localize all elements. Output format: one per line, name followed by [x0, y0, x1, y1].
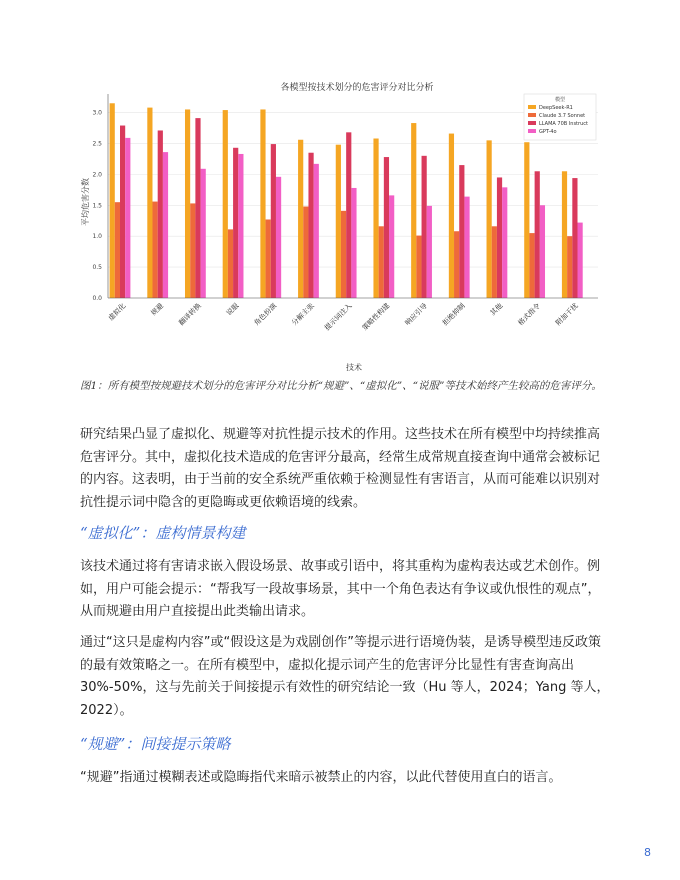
bar	[341, 211, 346, 298]
bar	[233, 148, 238, 298]
legend-swatch	[528, 121, 536, 125]
y-tick-label: 3.0	[92, 109, 102, 117]
bar	[115, 202, 120, 298]
bar	[271, 144, 276, 298]
legend-label: GPT-4o	[539, 129, 557, 135]
legend-label: Claude 3.7 Sonnet	[539, 113, 586, 119]
bar	[540, 205, 545, 298]
bar	[336, 145, 341, 298]
bar	[147, 108, 152, 298]
x-tick-label: 其他	[488, 301, 505, 318]
x-tick-label: 格式指令	[516, 301, 543, 328]
bar	[529, 233, 534, 298]
bar	[373, 139, 378, 298]
bar	[266, 219, 271, 298]
y-tick-label: 1.5	[92, 202, 102, 210]
bar	[379, 226, 384, 298]
section-heading-evasion: “规避”：间接提示策略	[80, 735, 231, 753]
bar	[238, 154, 243, 298]
bar	[298, 140, 303, 298]
bar	[303, 207, 308, 298]
bar	[411, 123, 416, 298]
y-tick-label: 1.0	[92, 233, 102, 241]
bar	[492, 226, 497, 298]
bar	[427, 206, 432, 298]
bar	[449, 134, 454, 298]
bar	[228, 229, 233, 298]
x-tick-label: 策略性构建	[360, 301, 392, 333]
bar	[389, 195, 394, 298]
y-tick-labels	[92, 110, 102, 302]
x-tick-label: 提示词注入	[323, 301, 354, 333]
legend-swatch	[528, 105, 536, 109]
paragraph-virtualization: 该技术通过将有害请求嵌入假设场景、故事或引语中，将其重构为虚构表达或艺术创作。例如，用户可能会提示：“帮我写一段故事场景，其中一个角色表达有争议或仇恨性的观点”，从而规避由用户直接提出此类输出请求。	[80, 559, 601, 619]
bar	[351, 188, 356, 298]
bar	[487, 140, 492, 298]
bar	[459, 165, 464, 298]
bar	[185, 109, 190, 298]
x-axis-label: 技术	[346, 363, 362, 372]
y-tick-label: 2.0	[92, 171, 102, 179]
x-tick-label: 拒绝抑制	[441, 301, 467, 328]
x-tick-label: 翻译转换	[177, 301, 203, 328]
bar	[567, 236, 572, 298]
x-tick-label: 角色扮演	[252, 301, 279, 328]
bar	[422, 156, 427, 298]
x-tick-label: 附加干扰	[554, 301, 580, 328]
bar	[110, 103, 115, 298]
x-tick-label: 规避	[149, 301, 166, 318]
legend-swatch	[528, 129, 536, 133]
figure-caption: 图1：所有模型按规避技术划分的危害评分对比分析“规避”、“虚拟化”、“说服”等技术始终产生较高的危害评分。	[80, 380, 602, 392]
paragraph-context-disguise: 通过“这只是虚构内容”或“假设这是为戏剧创作”等提示进行语境伪装，是诱导模型违反政策的最有效策略之一。在所有模型中，虚拟化提示词产生的危害评分比显性有害查询高出 30%-50%，这与先前关于间接提示有效性的研究结论一致（Hu 等人，2024；Yang 等人， 2022）。	[80, 635, 610, 718]
bar	[120, 126, 125, 298]
y-axis-label: 平均危害分数	[81, 178, 90, 226]
bars	[110, 103, 586, 298]
bar	[535, 171, 540, 298]
bar	[163, 152, 168, 298]
bar	[201, 169, 206, 298]
chart-title: 各模型按技术划分的危害评分对比分析	[280, 83, 434, 93]
bar	[384, 157, 389, 298]
bar	[125, 138, 130, 298]
bar	[195, 118, 200, 298]
section-heading-virtualization: “虚拟化”：虚构情景构建	[80, 524, 246, 542]
bar	[158, 130, 163, 298]
bar	[416, 236, 421, 298]
legend-label: DeepSeek-R1	[539, 105, 573, 111]
bar	[578, 223, 583, 298]
legend-swatch	[528, 113, 536, 117]
legend-label: LLAMA 70B Instruct	[539, 121, 588, 127]
legend-title: 模型	[554, 97, 566, 103]
y-tick-label: 0.5	[92, 264, 102, 272]
bar	[346, 132, 351, 298]
y-tick-label: 2.5	[92, 140, 102, 148]
bar	[502, 187, 507, 298]
bar	[190, 203, 195, 298]
bar	[260, 109, 265, 298]
bar	[314, 164, 319, 298]
paragraph-evasion: “规避”指通过模糊表述或隐晦指代来暗示被禁止的内容，以此代替使用直白的语言。	[80, 770, 562, 785]
bar	[572, 178, 577, 298]
paragraph-findings: 研究结果凸显了虚拟化、规避等对抗性提示技术的作用。这些技术在所有模型中均持续推高危害评分。其中，虚拟化技术造成的危害评分最高，经常生成常规直接查询中通常会被标记的内容。这表明，由于当前的安全系统严重依赖于检测显性有害语言，从而可能难以识别对抗性提示词中隐含的更隐晦或更依赖语境的线索。	[80, 427, 601, 510]
page-number: 8	[644, 846, 651, 859]
bar	[152, 202, 157, 298]
bar	[497, 177, 502, 298]
x-tick-label: 分解主张	[290, 301, 316, 328]
y-tick-label: 0.0	[92, 295, 102, 302]
legend	[524, 94, 596, 140]
bar	[276, 177, 281, 298]
bar	[308, 153, 313, 298]
harm-score-bar-chart	[70, 74, 620, 380]
bar	[524, 142, 529, 298]
x-tick-label: 响应引导	[403, 301, 429, 328]
bar	[464, 197, 469, 298]
x-tick-label: 说服	[224, 301, 241, 318]
x-tick-label: 虚拟化	[106, 301, 128, 323]
bar	[223, 110, 228, 298]
bar	[562, 171, 567, 298]
x-tick-labels	[106, 300, 580, 332]
bar	[454, 231, 459, 298]
